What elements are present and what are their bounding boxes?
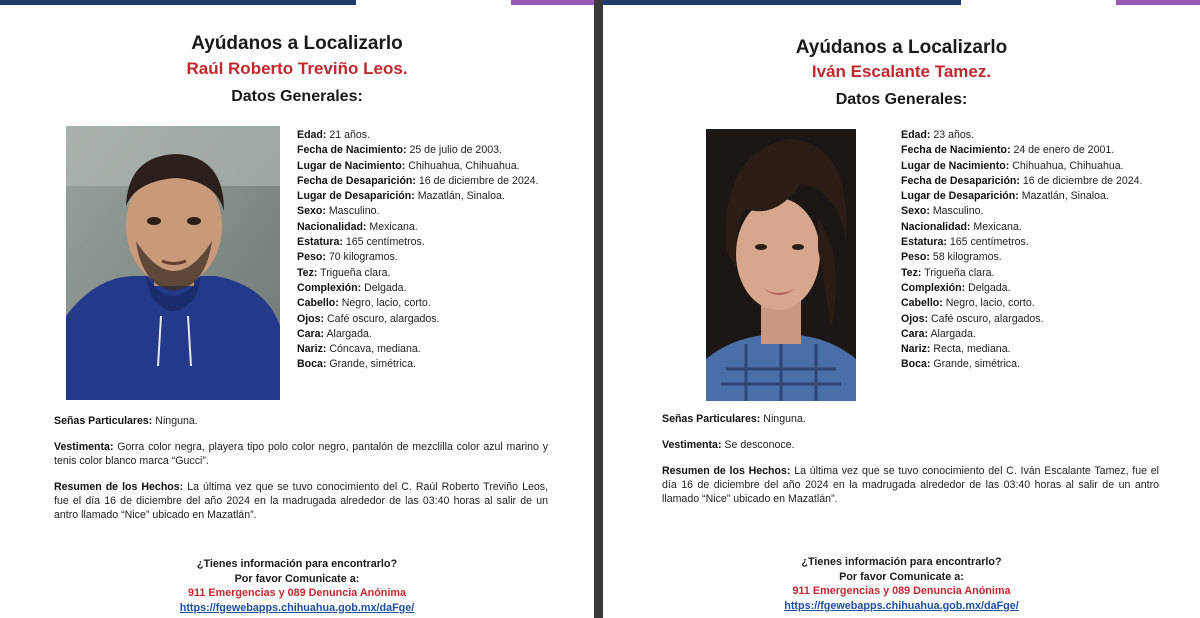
field-ojos: Ojos: Café oscuro, alargados. [297,312,440,325]
field-peso: Peso: 58 kilogramos. [901,251,1002,264]
header-bar [0,0,594,5]
resumen-hechos: Resumen de los Hechos: La última vez que se tuvo conocimiento del C. Raúl Roberto Treviño Leos, fue el día 16 de diciembre del año 2024 en la madrugada alrededor de las 03:40 horas al salir de un antro llamado “Nice” ubicado en Mazatlán”. [54,481,548,521]
poster-title: Ayúdanos a Localizarlo [191,33,403,54]
field-nacionalidad: Nacionalidad: Mexicana. [297,220,418,233]
person-photo [706,129,856,401]
footer-phones: 911 Emergencias y 089 Denuncia Anónima [187,587,407,599]
field-fecha-nacimiento: Fecha de Nacimiento: 24 de enero de 2001. [901,144,1115,157]
field-tez: Tez: Trigueña clara. [901,266,995,279]
senas-particulares: Señas Particulares: Ninguna. [54,415,198,427]
footer-link[interactable]: https://fgewebapps.chihuahua.gob.mx/daFge/ [784,599,1019,612]
vestimenta: Vestimenta: Se desconoce. [662,439,795,451]
section-title: Datos Generales: [231,88,363,105]
field-cabello: Cabello: Negro, lacio, corto. [297,297,431,310]
senas-particulares: Señas Particulares: Ninguna. [662,413,806,425]
field-cara: Cara: Alargada. [297,327,372,340]
field-edad: Edad: 23 años. [901,129,975,141]
person-photo [66,126,280,400]
field-tez: Tez: Trigueña clara. [297,266,391,279]
field-estatura: Estatura: 165 centímetros. [901,236,1029,249]
missing-person-poster-right [603,0,1200,618]
person-name: Iván Escalante Tamez. [811,62,992,81]
field-nariz: Nariz: Recta, mediana. [901,343,1011,356]
field-nariz: Nariz: Cóncava, mediana. [297,343,421,356]
person-name: Raúl Roberto Treviño Leos. [186,59,408,78]
field-sexo: Sexo: Masculino. [297,205,380,218]
field-estatura: Estatura: 165 centímetros. [297,236,425,249]
footer-call: Por favor Comunicate a: [839,570,964,583]
field-cara: Cara: Alargada. [901,327,976,340]
field-ojos: Ojos: Café oscuro, alargados. [901,312,1044,325]
field-complexion: Complexión: Delgada. [297,281,407,294]
contact-footer [603,555,1200,613]
field-lugar-nacimiento: Lugar de Nacimiento: Chihuahua, Chihuahua. [901,159,1124,172]
general-data-list [901,128,1151,373]
missing-person-poster-left [0,0,594,618]
footer-question: ¿Tienes información para encontrarlo? [196,558,398,570]
footer-link[interactable]: https://fgewebapps.chihuahua.gob.mx/daFge/ [179,601,415,614]
field-fecha-desaparicion: Fecha de Desaparición: 16 de diciembre de 2024. [901,174,1143,187]
field-edad: Edad: 21 años. [297,129,371,141]
resumen-hechos: Resumen de los Hechos: La última vez que se tuvo conocimiento del C. Iván Escalante Tamez, fue el día 16 de diciembre del año 2024 en la madrugada alrededor de las 03:40 horas al salir de un antro llamado “Nice” ubicado en Mazatlán”. [662,465,1160,505]
field-boca: Boca: Grande, simétrica. [901,358,1020,371]
field-fecha-nacimiento: Fecha de Nacimiento: 25 de julio de 2003. [297,144,502,157]
field-nacionalidad: Nacionalidad: Mexicana. [901,220,1022,233]
section-title: Datos Generales: [835,91,968,108]
field-fecha-desaparicion: Fecha de Desaparición: 16 de diciembre de 2024. [297,174,539,187]
general-data-list [297,128,542,373]
contact-footer [0,557,594,615]
footer-phones: 911 Emergencias y 089 Denuncia Anónima [792,585,1011,597]
field-complexion: Complexión: Delgada. [901,281,1011,294]
poster-title: Ayúdanos a Localizarlo [795,37,1008,58]
field-lugar-nacimiento: Lugar de Nacimiento: Chihuahua, Chihuahua. [297,159,520,172]
vestimenta: Vestimenta: Gorra color negra, playera tipo polo color negro, pantalón de mezclilla color azul marino y tenis color blanco marca “Gucci”. [54,441,548,467]
footer-call: Por favor Comunicate a: [234,572,360,585]
field-lugar-desaparicion: Lugar de Desaparición: Mazatlán, Sinaloa. [297,190,505,203]
field-cabello: Cabello: Negro, lacio, corto. [901,297,1035,310]
field-peso: Peso: 70 kilogramos. [297,251,398,264]
field-sexo: Sexo: Masculino. [901,205,984,218]
footer-question: ¿Tienes información para encontrarlo? [801,556,1002,568]
field-boca: Boca: Grande, simétrica. [297,358,416,371]
header-bar [603,0,1200,5]
field-lugar-desaparicion: Lugar de Desaparición: Mazatlán, Sinaloa. [901,190,1109,203]
poster-divider [594,0,603,618]
